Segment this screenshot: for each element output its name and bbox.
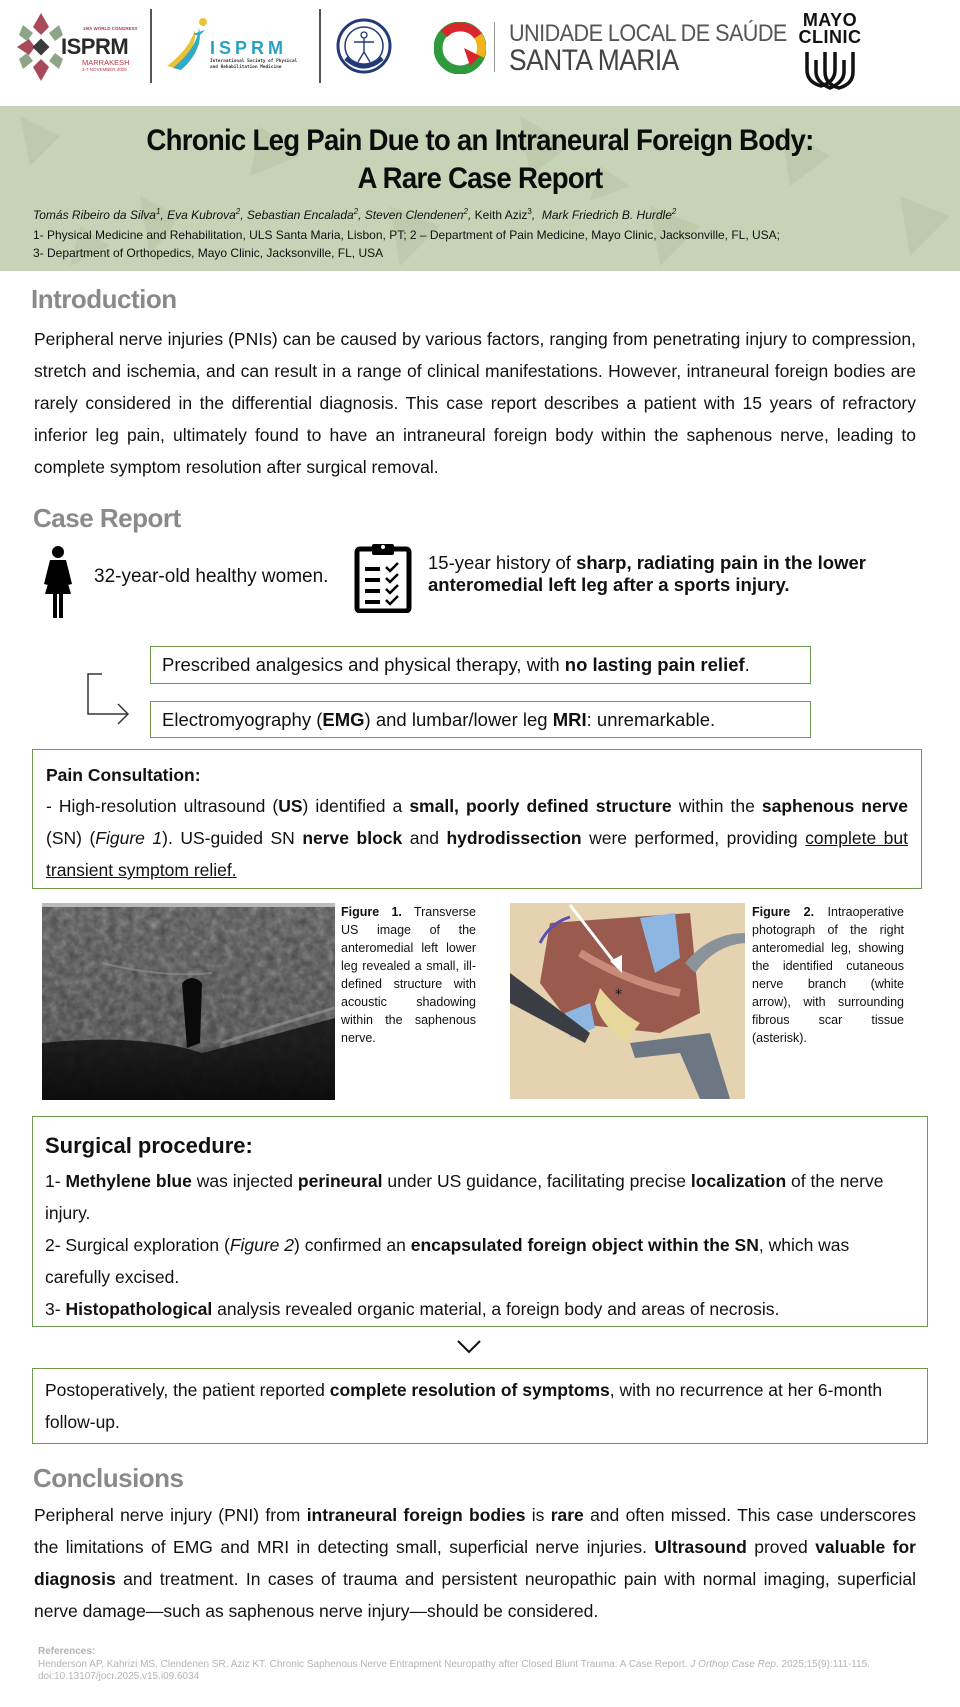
text-run: Peripheral nerve injury (PNI) from [34, 1505, 307, 1525]
surgical-procedure-box [32, 1116, 928, 1327]
case-report-heading: Case Report [33, 503, 181, 533]
author-list: Tomás Ribeiro da Silva$^1$, Eva Kubrova$^2$, Sebastian Encalada$^2$, Steven Clendenen$^2$, Keith Aziz$^3$, Mark Friedrich B. Hurdle$^2$ [33, 207, 677, 222]
isprm-society-logo [165, 14, 305, 74]
figure-2-intraoperative-photo [510, 903, 745, 1099]
author: Keith Aziz [474, 208, 528, 222]
conclusions-heading: Conclusions [33, 1463, 184, 1493]
introduction-heading: Introduction [31, 284, 177, 314]
figure-2-label: Figure 2. [752, 905, 815, 919]
text-run-bold: small, poorly defined structure [409, 796, 672, 816]
surgical-step-1 [45, 1165, 915, 1229]
imaging-mri: MRI [552, 709, 587, 730]
logo-divider [150, 9, 152, 83]
surgical-procedure-heading: Surgical procedure: [45, 1133, 253, 1158]
reference-text: Henderson AP, Kahrizi MS, Clendenen SR, Aziz KT. Chronic Saphenous Nerve Entrapment Neuropathy after Closed Blunt Trauma: A Case Report. [38, 1658, 691, 1670]
author-affiliation-mark: 1 [155, 207, 161, 216]
title-line2: A Rare Case Report [357, 162, 603, 195]
text-run-bold: Methylene blue [65, 1171, 192, 1191]
text-run: and [402, 828, 447, 848]
author-affiliation-mark: 2 [671, 207, 677, 216]
imaging-text: : unremarkable. [586, 709, 716, 730]
logo-bar [0, 0, 960, 106]
chevron-down-icon [455, 1337, 483, 1357]
mayo-line2: CLINIC [798, 27, 862, 47]
ultrasound-scan [42, 903, 335, 1100]
text-run: , which was carefully excised. [45, 1235, 850, 1287]
figure-2-caption [752, 903, 904, 1047]
treatment-emphasis: no lasting pain relief [564, 654, 745, 675]
affiliations-line1: 1- Physical Medicine and Rehabilitation, ULS Santa Maria, Lisbon, PT; 2 – Department of Pain Medicine, Mayo Clinic, Jacksonville, FL, USA; [33, 228, 781, 242]
text-run-bold: Histopathological [65, 1299, 213, 1319]
text-run: proved [746, 1537, 816, 1557]
text-run: ) identified a [302, 796, 410, 816]
text-run-bold: US [278, 796, 303, 816]
logo-divider [319, 9, 321, 83]
woman-icon [38, 546, 78, 618]
text-run-bold: valuable for diagnosis [34, 1537, 916, 1589]
text-run: under US guidance, facilitating precise [382, 1171, 691, 1191]
text-run: ) confirmed an [294, 1235, 411, 1255]
text-run: is [525, 1505, 551, 1525]
history-text-bold: sharp, radiating pain in the lower anteromedial left leg after a sports injury. [428, 552, 866, 595]
author-affiliation-mark: 2 [463, 207, 468, 216]
text-run: 1- [45, 1171, 66, 1191]
author: Sebastian Encalada [246, 208, 354, 222]
surgical-photo [510, 903, 745, 1099]
text-run: of the nerve injury. [45, 1171, 884, 1223]
uls-ring-icon [434, 22, 486, 74]
introduction-text: Peripheral nerve injuries (PNIs) can be caused by various factors, ranging from penetrating injury to compression, stretch and ischemia, and can result in a range of clinical manifestations. However, intraneural foreign bodies are rarely considered in the differential diagnosis. This case report describes a patient with 15 years of refractory inferior leg pain, ultimately found to have an intraneural foreign body within the saphenous nerve, leading to complete symptom resolution after surgical removal. [34, 329, 916, 477]
isprm-society-wordmark: ISPRM [210, 38, 288, 58]
imaging-text: ) and lumbar/lower leg [364, 709, 553, 730]
asterisk-marker: * [615, 987, 622, 1003]
uls-line1: UNIDADE LOCAL DE SAÚDE [509, 20, 787, 47]
surgical-step-3 [45, 1293, 915, 1325]
mayo-shields-icon [801, 48, 859, 92]
figure-1-ultrasound-image [42, 903, 335, 1100]
text-run-bold: intraneural foreign bodies [306, 1505, 526, 1525]
reference-item [38, 1659, 928, 1684]
poster-title [38, 122, 921, 198]
text-run-bold: localization [690, 1171, 787, 1191]
author-affiliation-mark: 2 [353, 207, 359, 216]
text-run: and treatment. In cases of trauma and persistent neuropathic pain with normal imaging, superficial nerve damage—such as saphenous nerve injury—should be considered. [34, 1569, 916, 1621]
affiliations-line2: 3- Department of Orthopedics, Mayo Clinic, Jacksonville, FL, USA [33, 246, 384, 260]
treatment-end: . [744, 654, 750, 675]
author: Tomás Ribeiro da Silva [33, 208, 156, 222]
somaref-logo [336, 18, 392, 74]
text-run: were performed, providing [581, 828, 806, 848]
postoperative-outcome-box [32, 1368, 928, 1444]
text-run: , with no recurrence at her 6-month follow-up. [45, 1380, 883, 1432]
title-band [0, 106, 960, 271]
mayo-line1: MAYO [802, 10, 858, 30]
reference-text: . 2025;15(9):111-115. doi:10.13107/jocr.2025.v15.i09.6034 [38, 1658, 870, 1682]
author: Eva Kubrova [167, 208, 236, 222]
imaging-box [150, 701, 811, 738]
figure-1-caption-text: Transverse US image of the anteromedial left lower leg revealed a small, ill-defined structure with acoustic shadowing within the saphenous nerve. [341, 905, 476, 1045]
reference-journal: J Orthop Case Rep [690, 1658, 776, 1670]
references-heading: References: [38, 1646, 96, 1657]
text-run-bold: nerve block [302, 828, 403, 848]
flow-arrow-icon [84, 672, 132, 728]
imaging-text: Electromyography ( [162, 709, 323, 730]
patient-description: 32-year-old healthy women. [94, 566, 329, 587]
isprm-congress-logo [16, 8, 136, 86]
surgical-step-2 [45, 1229, 915, 1293]
uls-santa-maria-logo [434, 20, 787, 77]
text-run: within the [671, 796, 762, 816]
figure-swoosh-icon [165, 14, 213, 72]
text-run-bold: Ultrasound [654, 1537, 747, 1557]
star-ornament-icon [16, 8, 66, 86]
imaging-emg: EMG [322, 709, 365, 730]
author: Steven Clendenen [364, 208, 464, 222]
text-run: was injected [191, 1171, 298, 1191]
references [38, 1646, 928, 1684]
congress-city: MARRAKESH [82, 58, 130, 67]
text-run: - High-resolution ultrasound ( [46, 796, 279, 816]
text-run-bold: complete resolution of symptoms [329, 1380, 610, 1400]
figure-2-reference: Figure 2 [229, 1235, 295, 1255]
text-run: analysis revealed organic material, a foreign body and areas of necrosis. [212, 1299, 780, 1319]
figure-1-reference: Figure 1 [95, 828, 163, 848]
mayo-clinic-logo [790, 12, 870, 98]
text-run-bold: saphenous nerve [761, 796, 909, 816]
congress-dates: 3-7 NOVEMBER 2025 [82, 67, 127, 72]
text-run-bold: encapsulated foreign object within the SN [410, 1235, 759, 1255]
isprm-society-subtitle [210, 59, 297, 70]
pain-history [428, 552, 928, 596]
text-run: 2- Surgical exploration ( [45, 1235, 230, 1255]
history-text-plain: 15-year history of [428, 552, 577, 573]
isprm-subtitle-line1: International Society of Physical [210, 59, 298, 64]
pain-consultation-box [32, 749, 922, 889]
title-line1: Chronic Leg Pain Due to an Intraneural Foreign Body: [146, 124, 814, 157]
figure-2-caption-text: Intraoperative photograph of the right anteromedial leg, showing the identified cutaneous nerve branch (white arrow), with surrounding fibrous scar tissue (asterisk). [752, 905, 904, 1045]
text-run-bold: rare [550, 1505, 584, 1525]
conclusions-text [34, 1499, 916, 1627]
isprm-subtitle-line2: and Rehabilitation Medicine [210, 64, 282, 70]
text-run-bold: hydrodissection [446, 828, 582, 848]
author-affiliation-mark: 3 [527, 207, 532, 216]
uls-divider [494, 22, 495, 72]
text-run: ). US-guided SN [162, 828, 303, 848]
figure-1-label: Figure 1. [341, 905, 402, 919]
text-run-bold: perineural [297, 1171, 383, 1191]
isprm-wordmark: ISPRM [61, 34, 129, 59]
text-run: 3- [45, 1299, 66, 1319]
treatment-text: Prescribed analgesics and physical therapy, with [162, 654, 565, 675]
uls-line2: SANTA MARIA [509, 44, 679, 77]
author-affiliation-mark: 2 [235, 207, 241, 216]
text-run: and often missed. This case underscores the limitations of EMG and MRI in detecting small, superficial nerve injuries. [34, 1505, 916, 1557]
vitruvian-seal-icon [336, 18, 392, 74]
pain-consultation-heading: Pain Consultation: [46, 765, 201, 785]
pain-consultation-text [46, 790, 908, 886]
text-run-underlined: complete but transient symptom relief. [46, 828, 909, 880]
text-run: Postoperatively, the patient reported [45, 1380, 330, 1400]
figure-1-caption [341, 903, 476, 1047]
congress-edition: 19th WORLD CONGRESS [83, 26, 138, 31]
text-run: (SN) ( [46, 828, 96, 848]
author: Mark Friedrich B. Hurdle [541, 208, 672, 222]
treatment-box [150, 646, 811, 684]
clipboard-checklist-icon [354, 541, 412, 613]
